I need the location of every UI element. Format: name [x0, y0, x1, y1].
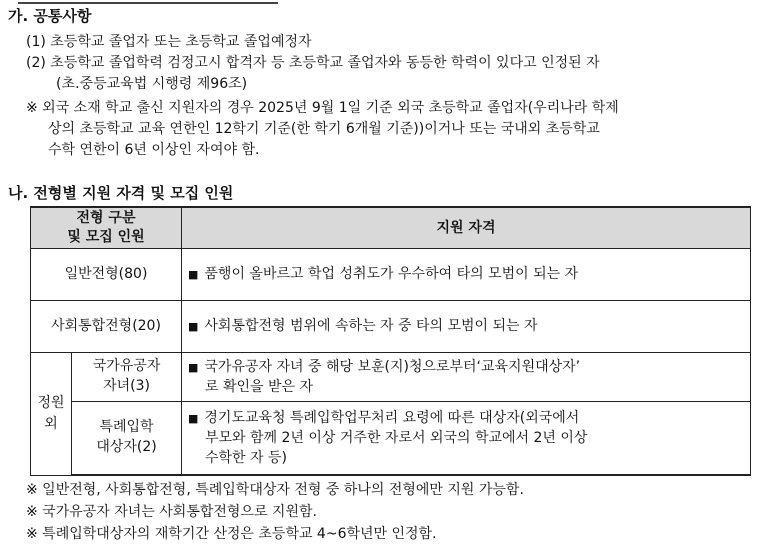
- veteran-qual-line-2: 로 확인을 받은 자: [205, 379, 314, 395]
- foreign-note-line-3: 수학 연한이 6년 이상인 자여야 함.: [48, 142, 260, 158]
- table-row-special: [31, 402, 751, 476]
- section-na-title: 나. 전형별 지원 자격 및 모집 인원: [8, 184, 234, 202]
- special-qual-line-3: 수학한 자 등): [205, 450, 287, 467]
- extra-quota-group-label: [31, 353, 72, 476]
- social-qual-text: 사회통합전형 범위에 속하는 자 중 타의 모범이 되는 자: [204, 318, 538, 335]
- veteran-child-qualification: [182, 353, 751, 402]
- requirement-item-2: (2) 초등학교 졸업학력 검정고시 합격자 등 초등학교 졸업자와 동등한 학력이 있다고 인정된 자: [26, 55, 600, 71]
- veteran-label-line-2: 자녀(3): [103, 378, 150, 394]
- requirement-item-2-reference: (초․중등교육법 시행령 제96조): [56, 76, 248, 92]
- table-row-general: [31, 249, 751, 301]
- table-note-3: ※ 특례입학대상자의 재학기간 산정은 초등학교 4~6학년만 인정함.: [26, 526, 437, 542]
- special-label-line-2: 대상자(2): [96, 439, 157, 455]
- general-qual-text: 품행이 올바르고 학업 성취도가 우수하여 타의 모범이 되는 자: [204, 266, 579, 283]
- foreign-note-line-2: 상의 초등학교 교육 연한인 12학기 기준(한 학기 6개월 기준))이거나 또는 국내외 초등학교: [48, 121, 600, 137]
- header-category-line-2: 및 모집 인원: [67, 229, 145, 245]
- special-admission-label: [72, 402, 182, 476]
- bullet-square-icon: ■: [188, 411, 199, 425]
- requirement-item-1: (1) 초등학교 졸업자 또는 초등학교 졸업예정자: [26, 34, 312, 50]
- veteran-qual-line-1: 국가유공자 자녀 중 해당 보훈(지)청으로부터‘교육지원대상자’: [204, 358, 581, 375]
- table-note-2: ※ 국가유공자 자녀는 사회통합전형으로 지원함.: [26, 504, 317, 520]
- social-integration-label: 사회통합전형(20): [31, 301, 182, 353]
- header-category: [31, 207, 182, 249]
- general-admission-qualification: [182, 249, 751, 301]
- general-admission-label: 일반전형(80): [31, 249, 182, 301]
- bullet-square-icon: ■: [188, 320, 199, 334]
- table-header-row: [31, 207, 751, 249]
- eligibility-table: [30, 206, 751, 476]
- special-admission-qualification: [182, 402, 751, 476]
- veteran-child-label: [72, 353, 182, 402]
- section-ga-title: 가. 공통사항: [8, 7, 92, 25]
- table-note-1: ※ 일반전형, 사회통합전형, 특례입학대상자 전형 중 하나의 전형에만 지원 가능함.: [26, 482, 524, 498]
- social-integration-qualification: [182, 301, 751, 353]
- special-qual-line-2: 부모와 함께 2년 이상 거주한 자로서 외국의 학교에서 2년 이상: [205, 429, 588, 446]
- special-qual-line-1: 경기도교육청 특례입학업무처리 요령에 따른 대상자(외국에서: [204, 409, 580, 426]
- bullet-square-icon: ■: [188, 268, 199, 282]
- table-row-veteran: [31, 353, 751, 402]
- extra-quota-line-1: 정원: [37, 394, 65, 411]
- bullet-square-icon: ■: [188, 360, 199, 374]
- veteran-label-line-1: 국가유공자: [92, 358, 161, 375]
- table-row-social: [31, 301, 751, 353]
- foreign-note-line-1: ※ 외국 소재 학교 출신 지원자의 경우 2025년 9월 1일 기준 외국 초등학교 졸업자(우리나라 학제: [26, 100, 619, 116]
- header-qualification: 지원 자격: [182, 207, 751, 249]
- header-category-line-1: 전형 구분: [76, 210, 136, 227]
- special-label-line-1: 특례입학: [99, 419, 154, 436]
- cut-off-heading-remnant: [0, 0, 768, 4]
- extra-quota-line-2: 외: [44, 415, 58, 432]
